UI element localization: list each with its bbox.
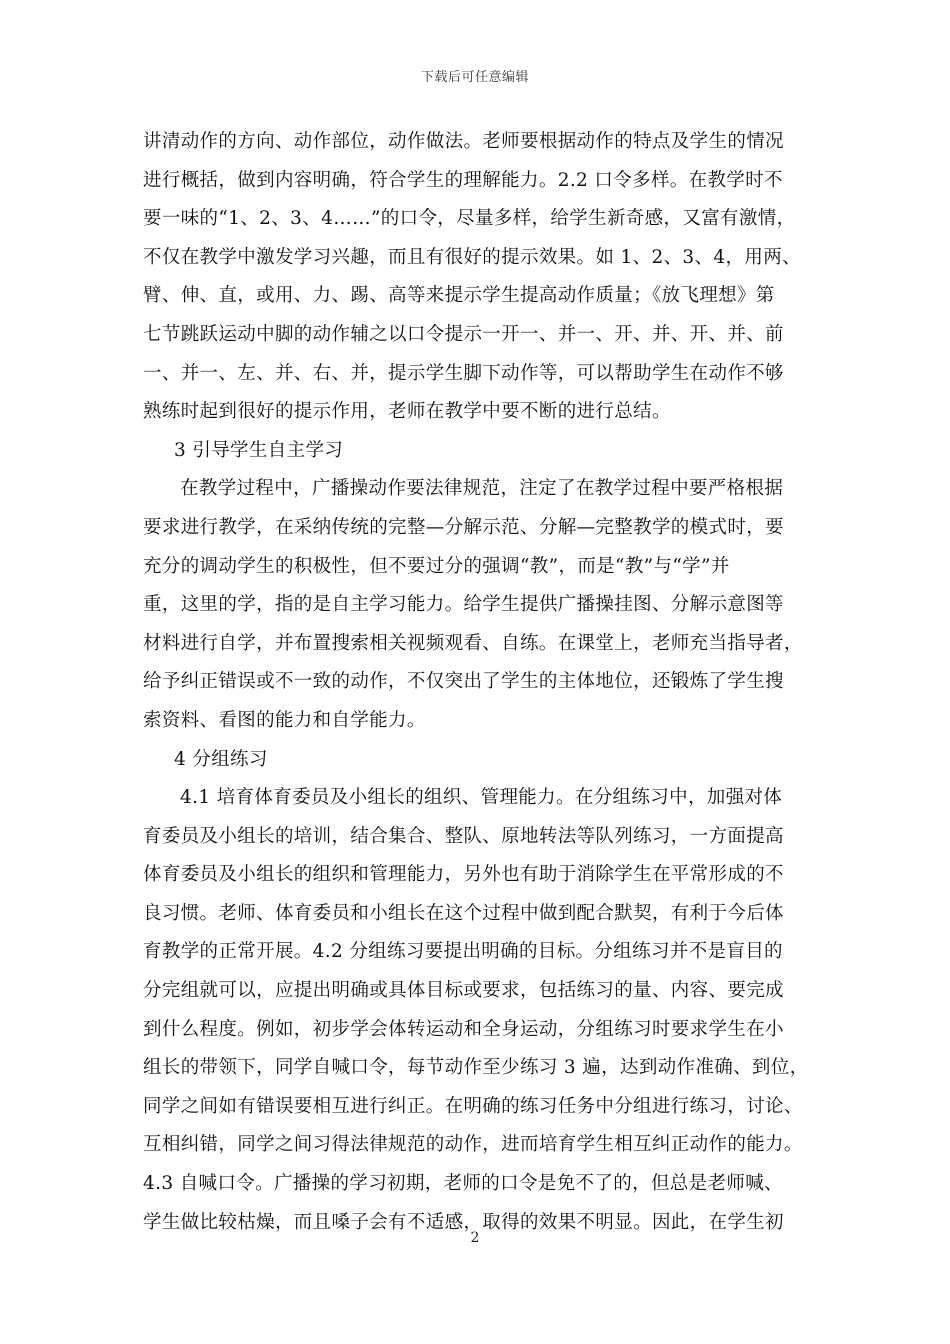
text-line: 4.3 自喊口令。广播操的学习初期，老师的口令是免不了的，但总是老师喊、 [143,1173,783,1195]
text-line: 要求进行教学，在采纳传统的完整—分解示范、分解—完整教学的模式时，要 [143,516,784,538]
text-line: 良习惯。老师、体育委员和小组长在这个过程中做到配合默契，有利于今后体 [143,902,784,924]
section-heading-3: 3 引导学生自主学习 [174,439,344,461]
text-line: 学生做比较枯燥，而且嗓子会有不适感，取得的效果不明显。因此，在学生初 [143,1211,784,1233]
text-line: 要一味的“1、2、3、4……”的口令，尽量多样，给学生新奇感，又富有激情， [143,208,796,230]
text-line: 材料进行自学，并布置搜索相关视频观看、自练。在课堂上，老师充当指导者， [143,632,803,654]
text-line: 臂、伸、直，或用、力、踢、高等来提示学生提高动作质量；《放飞理想》第 [143,285,775,307]
section-heading-4: 4 分组练习 [174,748,268,770]
text-line: 育委员及小组长的培训，结合集合、整队、原地转法等队列练习，一方面提高 [143,825,784,847]
text-line: 给予纠正错误或不一致的动作，不仅突出了学生的主体地位，还锻炼了学生搜 [143,671,784,693]
text-line: 互相纠错，同学之间习得法律规范的动作，进而培育学生相互纠正动作的能力。 [143,1134,803,1156]
paragraph-first-line: 在教学过程中，广播操动作要法律规范，注定了在教学过程中要严格根据 [180,478,784,500]
text-line: 一、并一、左、并、右、并，提示学生脚下动作等，可以帮助学生在动作不够 [143,362,784,384]
text-line: 讲清动作的方向、动作部位，动作做法。老师要根据动作的特点及学生的情况 [143,131,784,152]
header-note: 下载后可任意编辑 [420,70,529,85]
text-line: 七节跳跃运动中脚的动作辅之以口令提示一开一、并一、开、并、开、并、前 [143,323,784,345]
text-line: 进行概括，做到内容明确，符合学生的理解能力。2.2 口令多样。在教学时不 [143,169,783,191]
paragraph-first-line: 4.1 培育体育委员及小组长的组织、管理能力。在分组练习中，加强对体 [180,787,783,809]
text-line: 组长的带领下，同学自喊口令，每节动作至少练习 3 遍，达到动作准确、到位， [143,1057,809,1079]
body-text [143,123,807,1242]
page-number: 2 [470,1230,480,1246]
text-line: 索资料、看图的能力和自学能力。 [143,709,426,731]
text-line: 到什么程度。例如，初步学会体转运动和全身运动，分组练习时要求学生在小 [143,1018,784,1040]
text-line: 同学之间如有错误要相互进行纠正。在明确的练习任务中分组进行练习，讨论、 [143,1095,803,1117]
text-line: 熟练时起到很好的提示作用，老师在教学中要不断的进行总结。 [143,401,671,423]
text-line: 重，这里的学，指的是自主学习能力。给学生提供广播操挂图、分解示意图等 [143,594,784,616]
text-line: 充分的调动学生的积极性，但不要过分的强调“教”，而是“教”与“学”并 [143,555,730,577]
text-line: 分完组就可以，应提出明确或具体目标或要求，包括练习的量、内容、要完成 [143,980,784,1002]
text-line: 体育委员及小组长的组织和管理能力，另外也有助于消除学生在平常形成的不 [143,864,784,886]
text-line: 育教学的正常开展。4.2 分组练习要提出明确的目标。分组练习并不是盲目的 [143,941,783,963]
text-line: 不仅在教学中激发学习兴趣，而且有很好的提示效果。如 1、2、3、4，用两、 [143,246,801,268]
